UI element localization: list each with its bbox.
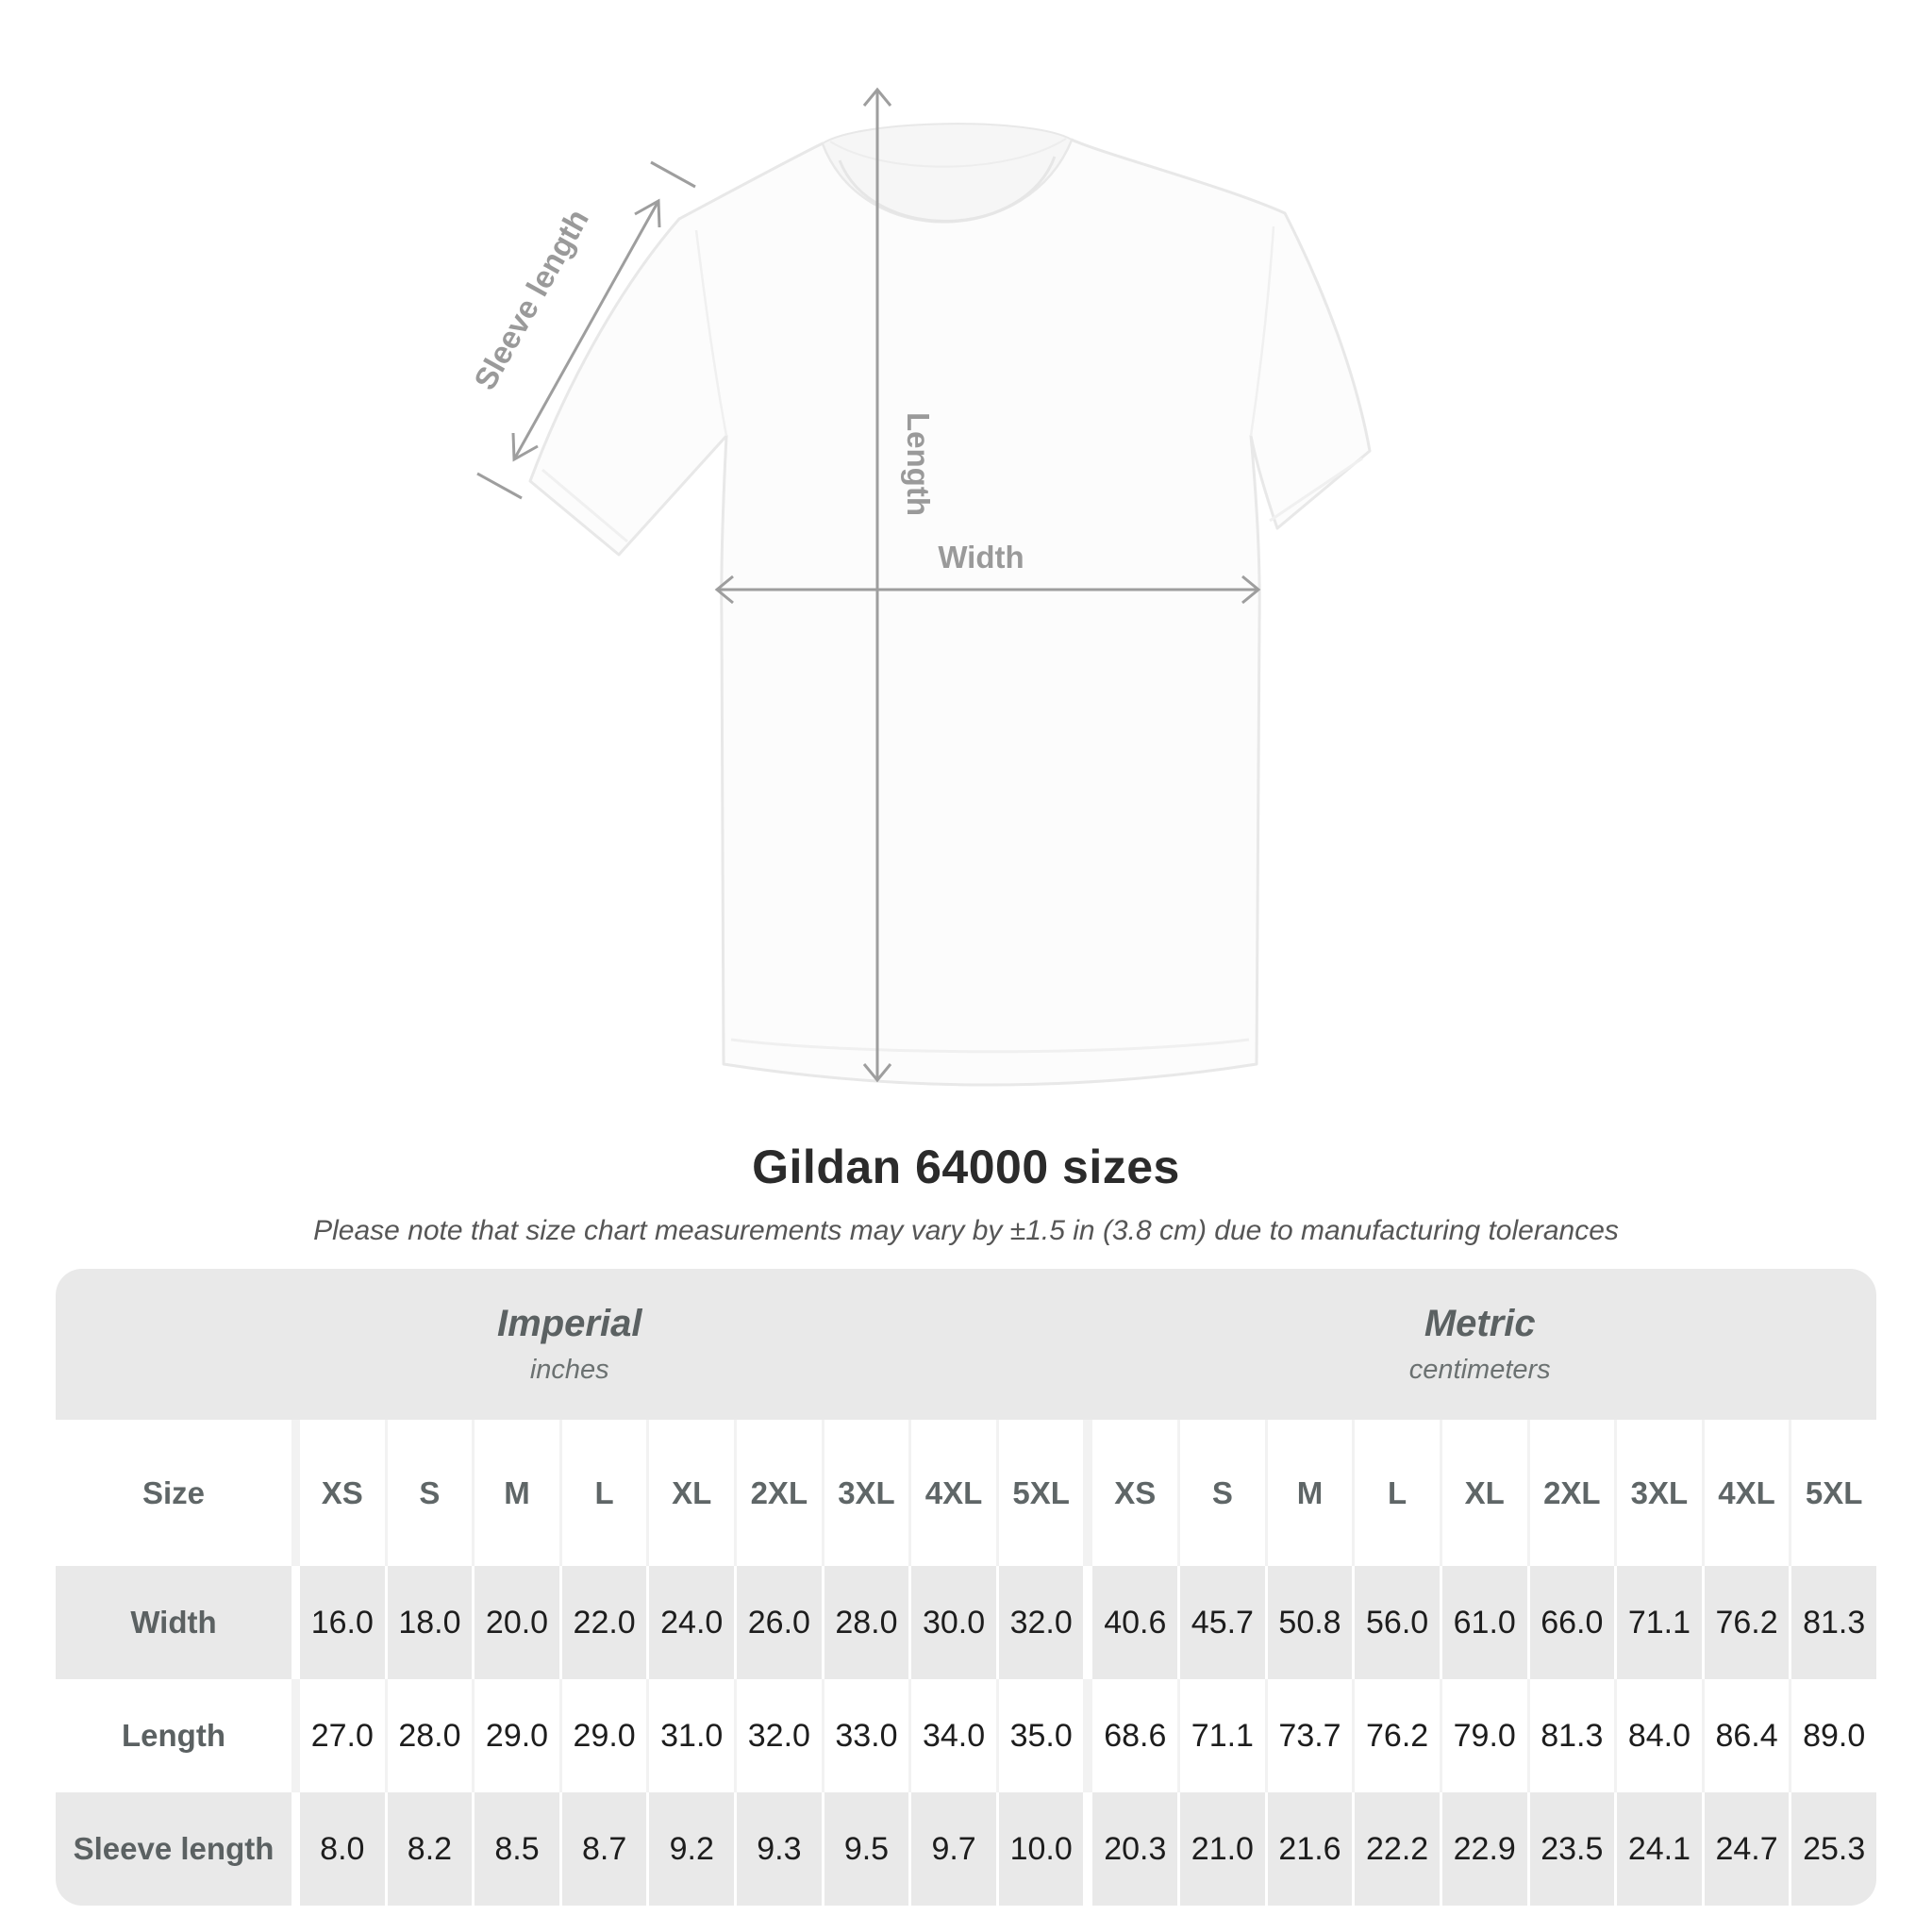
- value-cell: 32.0: [999, 1566, 1084, 1679]
- size-col-header: 3XL: [824, 1420, 909, 1566]
- value-cell: 40.6: [1092, 1566, 1177, 1679]
- value-cell: 89.0: [1791, 1679, 1876, 1792]
- value-cell: 27.0: [300, 1679, 385, 1792]
- value-cell: 33.0: [824, 1679, 909, 1792]
- value-cell: 10.0: [999, 1792, 1084, 1906]
- value-cell: 9.2: [649, 1792, 734, 1906]
- value-cell: 26.0: [737, 1566, 822, 1679]
- row-label: Sleeve length: [56, 1792, 291, 1906]
- value-cell: 28.0: [824, 1566, 909, 1679]
- metric-unit: centimeters: [1408, 1355, 1551, 1385]
- size-col-header: XL: [1442, 1420, 1527, 1566]
- value-cell: 22.9: [1442, 1792, 1527, 1906]
- value-cell: 8.0: [300, 1792, 385, 1906]
- size-col-header: 2XL: [1530, 1420, 1615, 1566]
- value-cell: 79.0: [1442, 1679, 1527, 1792]
- value-cell: 8.5: [475, 1792, 559, 1906]
- table-row-length: [56, 1679, 1876, 1792]
- value-cell: 68.6: [1092, 1679, 1177, 1792]
- value-cell: 71.1: [1180, 1679, 1265, 1792]
- length-label: Length: [901, 412, 936, 516]
- tolerance-note: Please note that size chart measurements may vary by ±1.5 in (3.8 cm) due to manufacturing tolerances: [313, 1215, 1619, 1246]
- size-col-header: 5XL: [1791, 1420, 1876, 1566]
- value-cell: 29.0: [475, 1679, 559, 1792]
- size-column-header: Size: [56, 1420, 291, 1566]
- size-col-header: XS: [300, 1420, 385, 1566]
- value-cell: 50.8: [1268, 1566, 1353, 1679]
- value-cell: 21.0: [1180, 1792, 1265, 1906]
- value-cell: 76.2: [1705, 1566, 1790, 1679]
- value-cell: 29.0: [562, 1679, 647, 1792]
- unit-band: [56, 1269, 1876, 1420]
- value-cell: 84.0: [1617, 1679, 1702, 1792]
- value-cell: 28.0: [388, 1679, 473, 1792]
- value-cell: 18.0: [388, 1566, 473, 1679]
- value-cell: 76.2: [1355, 1679, 1440, 1792]
- sleeve-length-label: Sleeve length: [466, 203, 596, 396]
- row-label: Width: [56, 1566, 291, 1679]
- size-col-header: S: [1180, 1420, 1265, 1566]
- value-cell: 9.7: [911, 1792, 996, 1906]
- page-title: Gildan 64000 sizes: [752, 1141, 1180, 1193]
- value-cell: 45.7: [1180, 1566, 1265, 1679]
- size-col-header: M: [1268, 1420, 1353, 1566]
- value-cell: 30.0: [911, 1566, 996, 1679]
- size-col-header: L: [562, 1420, 647, 1566]
- value-cell: 16.0: [300, 1566, 385, 1679]
- size-col-header: L: [1355, 1420, 1440, 1566]
- size-col-header: 5XL: [999, 1420, 1084, 1566]
- value-cell: 20.3: [1092, 1792, 1177, 1906]
- value-cell: 24.1: [1617, 1792, 1702, 1906]
- value-cell: 61.0: [1442, 1566, 1527, 1679]
- value-cell: 20.0: [475, 1566, 559, 1679]
- size-col-header: XL: [649, 1420, 734, 1566]
- row-label: Length: [56, 1679, 291, 1792]
- imperial-section-header: [56, 1269, 1083, 1420]
- size-header-row: [56, 1420, 1876, 1566]
- imperial-label: Imperial: [497, 1303, 642, 1344]
- value-cell: 23.5: [1530, 1792, 1615, 1906]
- value-cell: 71.1: [1617, 1566, 1702, 1679]
- value-cell: 22.2: [1355, 1792, 1440, 1906]
- table-row-sleeve-length: [56, 1792, 1876, 1906]
- size-col-header: 3XL: [1617, 1420, 1702, 1566]
- size-col-header: XS: [1092, 1420, 1177, 1566]
- tshirt-silhouette: [530, 140, 1370, 1085]
- value-cell: 9.3: [737, 1792, 822, 1906]
- value-cell: 22.0: [562, 1566, 647, 1679]
- value-cell: 32.0: [737, 1679, 822, 1792]
- width-label: Width: [938, 540, 1024, 575]
- size-col-header: M: [475, 1420, 559, 1566]
- size-col-header: 2XL: [737, 1420, 822, 1566]
- value-cell: 24.0: [649, 1566, 734, 1679]
- metric-section-header: [1083, 1269, 1876, 1420]
- table-row-width: [56, 1566, 1876, 1679]
- value-cell: 25.3: [1791, 1792, 1876, 1906]
- measurement-rows: [56, 1566, 1876, 1906]
- size-col-header: 4XL: [911, 1420, 996, 1566]
- value-cell: 31.0: [649, 1679, 734, 1792]
- value-cell: 24.7: [1705, 1792, 1790, 1906]
- value-cell: 81.3: [1530, 1679, 1615, 1792]
- size-col-header: 4XL: [1705, 1420, 1790, 1566]
- value-cell: 81.3: [1791, 1566, 1876, 1679]
- value-cell: 9.5: [824, 1792, 909, 1906]
- imperial-unit: inches: [529, 1355, 609, 1385]
- value-cell: 8.7: [562, 1792, 647, 1906]
- value-cell: 35.0: [999, 1679, 1084, 1792]
- size-col-header: S: [388, 1420, 473, 1566]
- size-table: [56, 1269, 1876, 1906]
- value-cell: 86.4: [1705, 1679, 1790, 1792]
- value-cell: 73.7: [1268, 1679, 1353, 1792]
- value-cell: 34.0: [911, 1679, 996, 1792]
- value-cell: 66.0: [1530, 1566, 1615, 1679]
- value-cell: 21.6: [1268, 1792, 1353, 1906]
- value-cell: 56.0: [1355, 1566, 1440, 1679]
- value-cell: 8.2: [388, 1792, 473, 1906]
- metric-label: Metric: [1424, 1303, 1536, 1344]
